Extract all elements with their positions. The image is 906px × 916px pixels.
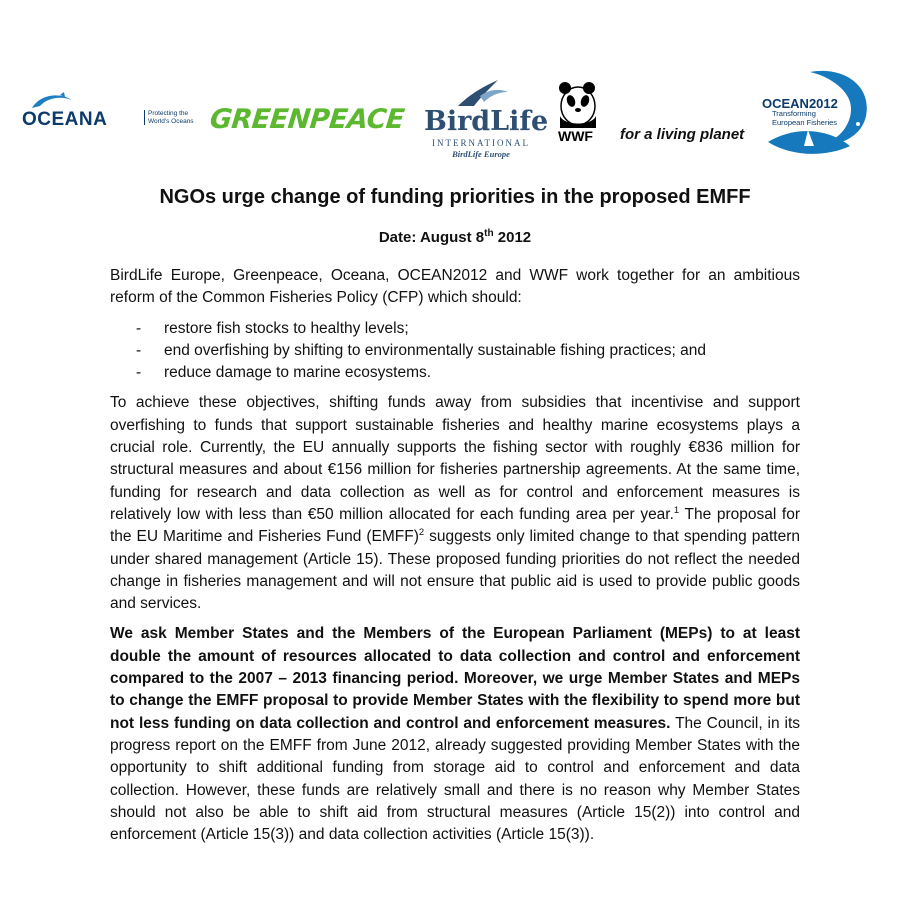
logo-bar [0,66,906,166]
footnote-ref-1: 1 [673,504,680,516]
oceana-logo [22,92,200,136]
list-item: - reduce damage to marine ecosystems. [136,362,800,384]
footnote-ref-2: 2 [418,527,425,539]
oceana-wordmark: OCEANA [22,109,108,130]
intro-paragraph: BirdLife Europe, Greenpeace, Oceana, OCEAN2012 and WWF work together for an ambitious reform of the Common Fisheries Policy (CFP) which should: [110,267,800,307]
greenpeace-logo: GREENPEACE [208,104,406,135]
ocean2012-tagline-line2: European Fisheries [772,117,838,127]
funding-text-2: The proposal for the EU Maritime and Fisheries Fund (EMFF) [110,505,800,546]
date-text: Date: August 8 [378,229,485,246]
request-paragraph [110,623,800,846]
document-body [110,186,800,854]
document-date [110,229,800,246]
document-title: NGOs urge change of funding priorities in the proposed EMFF [159,186,751,208]
ocean2012-tagline-line1: Transforming [772,109,816,118]
date-year: 2012 [493,229,532,246]
birdlife-europe: BirdLife Europe [452,149,510,159]
wwf-tagline: for a living planet [620,126,745,143]
date-ordinal: th [484,228,494,239]
birdlife-international: INTERNATIONAL [432,138,530,148]
wwf-wordmark: WWF [558,128,593,144]
funding-text-3: suggests only limited change to that spending pattern under shared management (Article 15). These proposed funding priorities do not reflect the needed change in fisheries management and will not ensure that public aid is used to provide public goods and services. [110,528,800,613]
birdlife-wordmark: BirdLife [424,106,549,137]
request-text: The Council, in its progress report on the EMFF from June 2012, already suggested providing Member States with the opportunity to shift additional funding from storage aid to control and enforcement and data collection. However, these funds are relatively small and there is no reason why Member States should not also be able to shift aid from structural measures (Article 15(2)) into control and enforcement (Article 15(3)) and data collection activities (Article 15(3)). [110,714,801,844]
ocean2012-tagline [772,110,837,127]
funding-paragraph [110,392,800,615]
bird-icon [454,78,510,108]
birdlife-logo [424,78,549,160]
panda-icon [556,76,600,128]
ocean2012-wordmark: OCEAN2012 [762,96,838,111]
list-item: - restore fish stocks to healthy levels; [136,318,800,340]
request-bold-text: We ask Member States and the Members of the European Parliament (MEPs) to at least double the amount of resources allocated to data collection and control and enforcement compared to the 2007 – 2013 financing period. Moreover, we urge Member States and MEPs to change the EMFF proposal to provide Member States with the flexibility to spend more but not less funding on data collection and control and enforcement measures. [110,625,800,732]
oceana-tagline: Protecting the World's Oceans [144,110,204,125]
list-item: - end overfishing by shifting to environmentally sustainable fishing practices; and [136,340,800,362]
wwf-logo [556,76,604,144]
dolphin-icon [30,92,74,110]
funding-text-1: To achieve these objectives, shifting funds away from subsidies that incentivise and support overfishing to funds that support sustainable fisheries and healthy marine ecosystems plays a crucial role. Currently, the EU annually supports the fishing sector with roughly €836 million for structural measures and about €156 million for fisheries partnership agreements. At the same time, funding for research and data collection as well as for control and enforcement measures is relatively low with less than €50 million allocated for each funding area per year. [110,394,800,523]
ocean2012-logo [754,66,872,156]
objectives-list [136,318,800,385]
